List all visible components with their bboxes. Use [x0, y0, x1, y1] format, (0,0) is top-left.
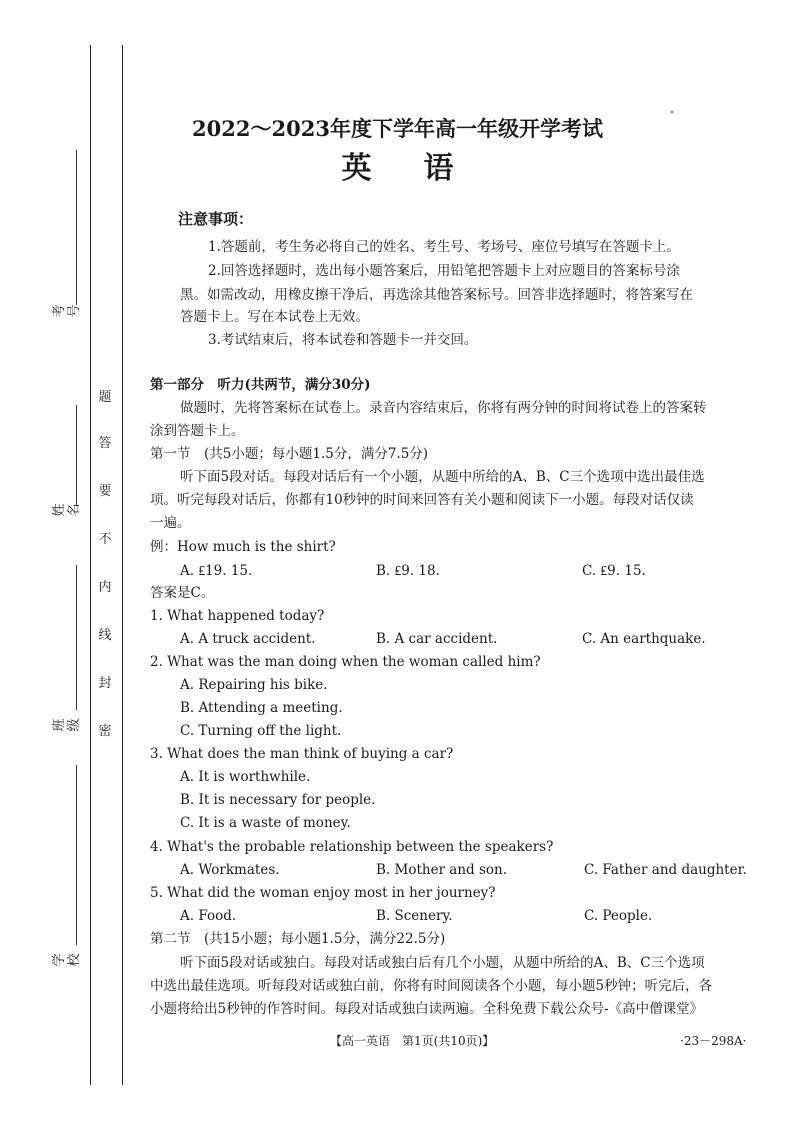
section1-instructions: 一遍。: [150, 515, 191, 531]
seal-char: 答: [98, 436, 112, 451]
class-label: 班级: [52, 718, 82, 732]
section2-instructions: 小题将给出5秒钟的作答时间。每段对话或独白读两遍。全科免费下载公众号-《高中僧课堂》: [150, 1001, 704, 1017]
q2-option-c: C. Turning off the light.: [180, 723, 342, 739]
question-5: 5. What did the woman enjoy most in her journey?: [150, 885, 496, 901]
section1-heading: 第一节 (共5小题；每小题1.5分，满分7.5分): [150, 446, 429, 462]
binding-line-inner: [122, 45, 123, 1085]
notice-line: 2.回答选择题时，选出每小题答案后，用铅笔把答题卡上对应题目的答案标号涂: [208, 263, 680, 279]
exam-no-label: 考号: [52, 304, 82, 318]
seal-char: 不: [98, 532, 112, 547]
part1-intro: 做题时，先将答案标在试卷上。录音内容结束后，你将有两分钟的时间将试卷上的答案转: [180, 400, 707, 416]
page-footer: 【高一英语 第1页(共10页)】: [330, 1034, 495, 1048]
q3-option-b: B. It is necessary for people.: [180, 792, 376, 808]
example-option-a: A. ₤19. 15.: [180, 563, 253, 579]
subject-title: 英语: [341, 151, 506, 186]
notice-line: 答题卡上。写在本试卷上无效。: [180, 309, 369, 325]
q1-option-c: C. An earthquake.: [582, 631, 706, 647]
seal-char: 题: [98, 390, 112, 405]
name-blank[interactable]: [76, 405, 77, 505]
q2-option-b: B. Attending a meeting.: [180, 700, 343, 716]
seal-char: 封: [98, 676, 112, 691]
q1-option-b: B. A car accident.: [376, 631, 498, 647]
q4-option-b: B. Mother and son.: [376, 862, 508, 878]
section1-instructions: 项。听完每段对话后，你都有10秒钟的时间来回答有关小题和阅读下一小题。每段对话仅读: [150, 492, 694, 508]
notice-heading: 注意事项：: [178, 210, 254, 228]
school-blank[interactable]: [76, 765, 77, 945]
q3-option-a: A. It is worthwhile.: [180, 769, 311, 785]
section1-instructions: 听下面5段对话。每段对话后有一个小题，从题中所给的A、B、C三个选项中选出最佳选: [180, 469, 705, 485]
question-2: 2. What was the man doing when the woman called him?: [150, 654, 541, 670]
example-option-c: C. ₤9. 15.: [582, 563, 646, 579]
example-option-b: B. ₤9. 18.: [376, 563, 440, 579]
paper-code: ·23－298A·: [680, 1034, 747, 1048]
notice-line: 黑。如需改动，用橡皮擦干净后，再选涂其他答案标号。回答非选择题时，将答案写在: [180, 287, 693, 303]
seal-char: 要: [98, 484, 112, 499]
example-question: 例：How much is the shirt?: [150, 539, 336, 555]
exam-no-blank[interactable]: [76, 150, 77, 305]
part1-heading: 第一部分 听力(共两节，满分30分): [150, 377, 371, 393]
question-4: 4. What's the probable relationship between the speakers?: [150, 839, 554, 855]
q3-option-c: C. It is a waste of money.: [180, 815, 351, 831]
example-answer: 答案是C。: [150, 585, 215, 601]
section2-instructions: 听下面5段对话或独白。每段对话或独白后有几个小题，从题中所给的A、B、C三个选项: [180, 955, 705, 971]
notice-line: 1.答题前，考生务必将自己的姓名、考生号、考场号、座位号填写在答题卡上。: [208, 239, 680, 255]
q2-option-a: A. Repairing his bike.: [180, 677, 328, 693]
q5-option-c: C. People.: [584, 908, 653, 924]
exam-title: 2022～2023年度下学年高一年级开学考试: [192, 116, 603, 141]
section2-instructions: 中选出最佳选项。听每段对话或独白前，你将有时间阅读各个小题，每小题5秒钟；听完后，各: [150, 978, 713, 994]
question-1: 1. What happened today?: [150, 608, 325, 624]
corner-mark: [668, 108, 676, 116]
seal-char: 密: [98, 724, 112, 739]
q5-option-a: A. Food.: [180, 908, 237, 924]
q1-option-a: A. A truck accident.: [180, 631, 316, 647]
seal-char: 内: [98, 580, 112, 595]
notice-line: 3.考试结束后，将本试卷和答题卡一并交回。: [208, 332, 478, 348]
school-label: 学校: [52, 953, 82, 967]
question-3: 3. What does the man think of buying a car?: [150, 746, 454, 762]
name-label: 姓名: [52, 503, 82, 517]
class-blank[interactable]: [76, 565, 77, 710]
seal-char: 线: [98, 628, 112, 643]
q5-option-b: B. Scenery.: [376, 908, 453, 924]
section2-heading: 第二节 (共15小题；每小题1.5分，满分22.5分): [150, 931, 446, 947]
q4-option-a: A. Workmates.: [180, 862, 280, 878]
part1-intro: 涂到答题卡上。: [150, 423, 245, 439]
binding-line-outer: [90, 45, 91, 1085]
q4-option-c: C. Father and daughter.: [584, 862, 747, 878]
